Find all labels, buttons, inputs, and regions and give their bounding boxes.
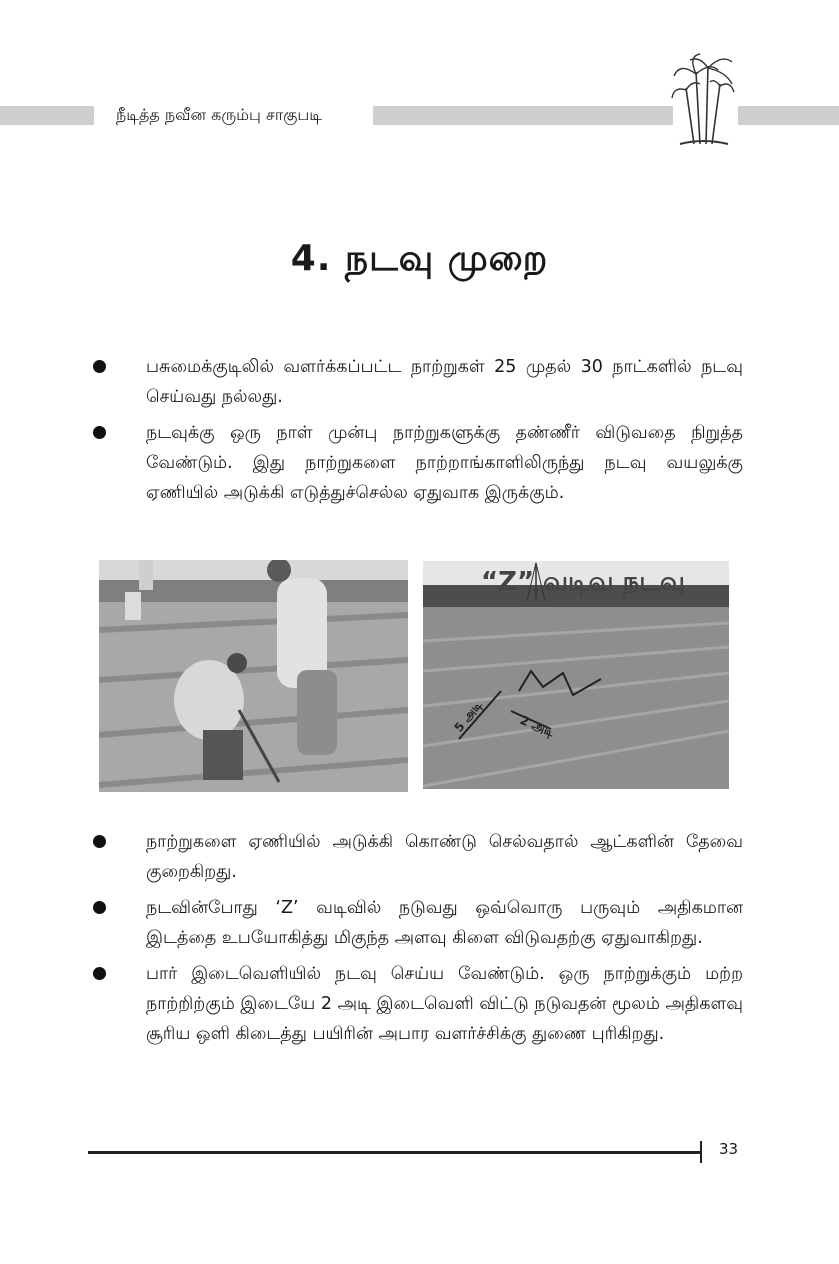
row-spacing-label: 5 அடி <box>451 698 485 735</box>
header-bar-right <box>738 106 839 125</box>
page-number: 33 <box>719 1140 739 1158</box>
list-item <box>93 827 743 887</box>
bullet-dot-icon <box>93 835 106 848</box>
bullet-list-top <box>93 352 743 514</box>
bullet-dot-icon <box>93 360 106 373</box>
chapter-title: 4. நடவு முறை <box>290 238 549 279</box>
bullet-dot-icon <box>93 901 106 914</box>
bullet-text: நடவின்போது ‘Z’ வடிவில் நடுவது ஒவ்வொரு பருவும் அதிகமான இடத்தை உபயோகித்து மிகுந்த அளவு கிளை விடுவதற்கு ஏதுவாகிறது. <box>146 898 743 948</box>
photo-caption: “Z” வடிவ நடவு <box>481 567 685 597</box>
bullet-text: பசுமைக்குடிலில் வளர்க்கப்பட்ட நாற்றுகள் 25 முதல் 30 நாட்களில் நடவு செய்வது நல்லது. <box>146 357 743 407</box>
bullet-dot-icon <box>93 967 106 980</box>
list-item <box>93 418 743 508</box>
sugarcane-plant-icon <box>670 52 736 148</box>
bullet-list-bottom <box>93 827 743 1055</box>
list-item <box>93 352 743 412</box>
footer-rule <box>88 1151 701 1154</box>
list-item <box>93 959 743 1049</box>
bullet-text: பார் இடைவெளியில் நடவு செய்ய வேண்டும். ஒரு நாற்றுக்கும் மற்ற நாற்றிற்கும் இடையே 2 அடி இடைவெளி விட்டு நடுவதன் மூலம் அதிகளவு சூரிய ஒளி கிடைத்து பயிரின் அபார வளர்ச்சிக்கு துணை புரிகிறது. <box>146 964 743 1044</box>
bullet-text: நடவுக்கு ஒரு நாள் முன்பு நாற்றுகளுக்கு தண்ணீர் விடுவதை நிறுத்த வேண்டும். இது நாற்றுகளை நாற்றாங்காளிலிருந்து நடவு வயலுக்கு ஏணியில் அடுக்கி எடுத்துச்செல்ல ஏதுவாக இருக்கும். <box>146 423 743 503</box>
bullet-text: நாற்றுகளை ஏணியில் அடுக்கி கொண்டு செல்வதால் ஆட்களின் தேவை குறைகிறது. <box>146 832 743 882</box>
list-item <box>93 893 743 953</box>
header-bar-left <box>0 106 94 125</box>
z-planting-photo <box>423 561 729 789</box>
bullet-dot-icon <box>93 426 106 439</box>
header-bar-middle <box>373 106 673 125</box>
workers-planting-photo <box>99 560 408 792</box>
footer-tick <box>700 1141 702 1163</box>
plant-spacing-label: 2 அடி <box>518 712 557 740</box>
running-title: நீடித்த நவீன கரும்பு சாகுபடி <box>108 101 330 129</box>
